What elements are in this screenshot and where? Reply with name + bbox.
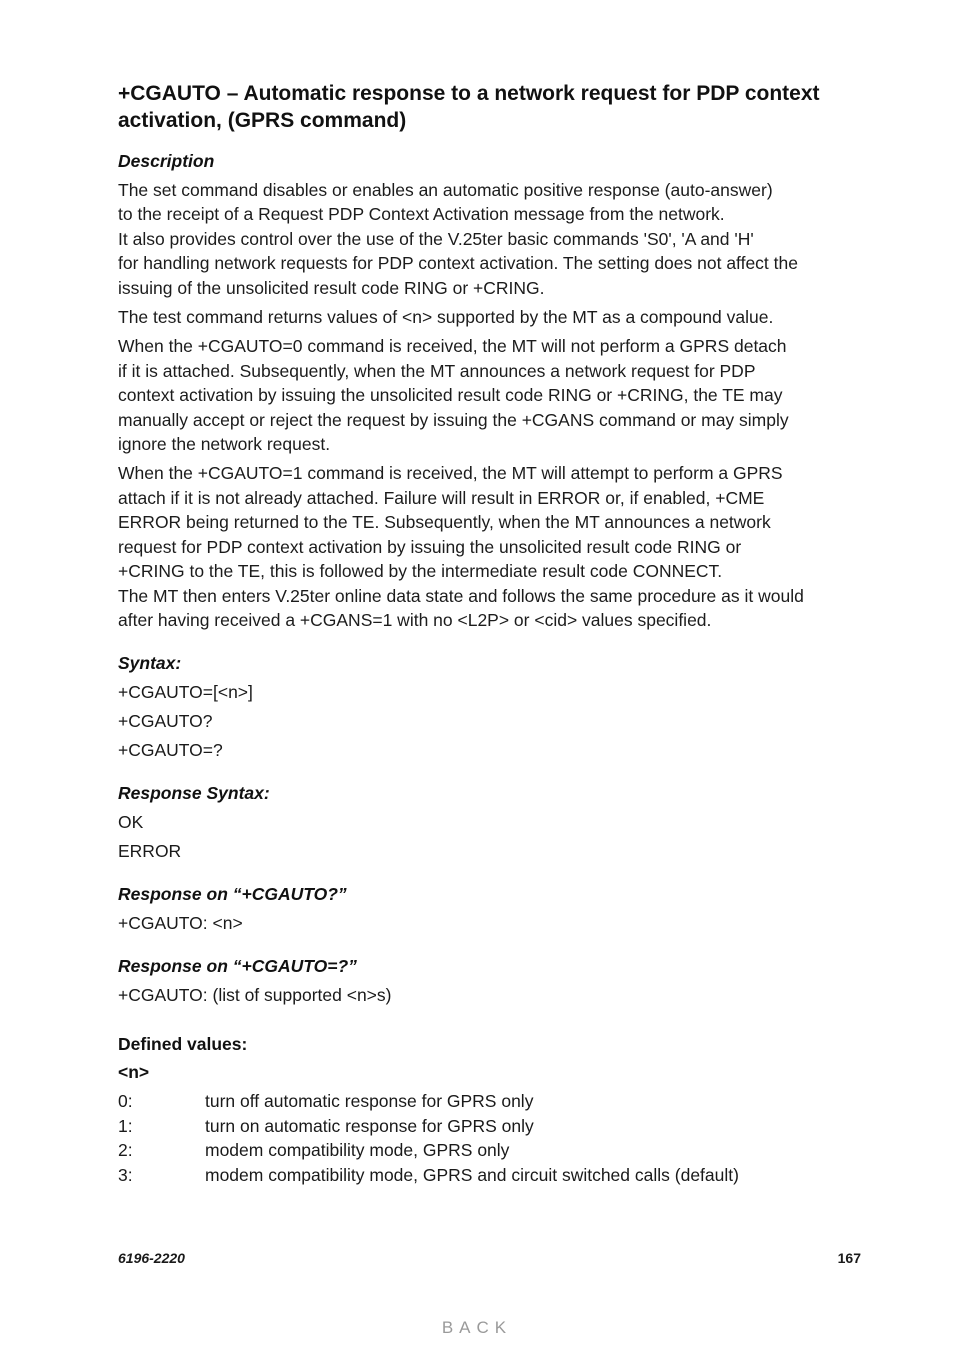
value-code: 1: <box>118 1115 133 1136</box>
value-description: turn on automatic response for GPRS only <box>205 1115 534 1136</box>
list-item <box>118 1163 868 1187</box>
syntax-read-command: +CGAUTO? <box>118 711 213 732</box>
response-error: ERROR <box>118 841 182 862</box>
response-query-value: +CGAUTO: <n> <box>118 913 243 934</box>
value-description: turn off automatic response for GPRS only <box>205 1091 534 1112</box>
document-page <box>118 80 868 1187</box>
value-description: modem compatibility mode, GPRS and circuit switched calls (default) <box>205 1164 739 1185</box>
syntax-heading: Syntax: <box>118 653 182 674</box>
response-ok: OK <box>118 812 144 833</box>
text-line: if it is attached. Subsequently, when the MT announces a network request for PDP <box>118 360 756 381</box>
list-item <box>118 1138 868 1162</box>
description-paragraph-1 <box>118 178 868 300</box>
text-line: ignore the network request. <box>118 434 331 455</box>
description-heading: Description <box>118 151 215 171</box>
response-syntax-heading: Response Syntax: <box>118 783 270 804</box>
text-line: after having received a +CGANS=1 with no <L2P> or <cid> values specified. <box>118 609 712 630</box>
text-line: The set command disables or enables an automatic positive response (auto-answer) <box>118 180 773 200</box>
text-line: context activation by issuing the unsolicited result code RING or +CRING, the TE may <box>118 385 783 406</box>
text-line: The test command returns values of <n> supported by the MT as a compound value. <box>118 307 774 328</box>
list-item <box>118 1114 868 1138</box>
page-footer <box>118 1250 861 1266</box>
page-title: +CGAUTO – Automatic response to a network request for PDP context activation, (GPRS command) <box>118 82 820 132</box>
defined-values-heading: Defined values: <box>118 1034 248 1055</box>
text-line: for handling network requests for PDP context activation. The setting does not affect the <box>118 253 798 274</box>
back-link[interactable]: BACK <box>441 1318 513 1337</box>
response-test-value: +CGAUTO: (list of supported <n>s) <box>118 985 392 1006</box>
description-paragraph-3 <box>118 334 868 456</box>
text-line: The MT then enters V.25ter online data state and follows the same procedure as it would <box>118 585 804 606</box>
text-line: to the receipt of a Request PDP Context Activation message from the network. <box>118 204 725 225</box>
text-line: When the +CGAUTO=1 command is received, the MT will attempt to perform a GPRS <box>118 463 783 484</box>
value-code: 0: <box>118 1091 133 1112</box>
text-line: ERROR being returned to the TE. Subsequently, when the MT announces a network <box>118 512 771 533</box>
description-paragraph-2 <box>118 305 868 329</box>
text-line: manually accept or reject the request by issuing the +CGANS command or may simply <box>118 409 789 430</box>
value-code: 3: <box>118 1164 133 1185</box>
description-paragraph-4 <box>118 461 868 632</box>
text-line: When the +CGAUTO=0 command is received, the MT will not perform a GPRS detach <box>118 336 787 357</box>
text-line: issuing of the unsolicited result code RING or +CRING. <box>118 277 545 298</box>
value-code: 2: <box>118 1140 133 1161</box>
document-number: 6196-2220 <box>118 1250 185 1266</box>
list-item <box>118 1089 868 1113</box>
text-line: +CRING to the TE, this is followed by the intermediate result code CONNECT. <box>118 561 723 582</box>
text-line: request for PDP context activation by issuing the unsolicited result code RING or <box>118 536 742 557</box>
param-name: <n> <box>118 1062 150 1083</box>
response-test-heading: Response on “+CGAUTO=?” <box>118 956 357 977</box>
text-line: It also provides control over the use of the V.25ter basic commands 'S0', 'A and 'H' <box>118 228 754 249</box>
response-query-heading: Response on “+CGAUTO?” <box>118 884 347 905</box>
page-number: 167 <box>837 1250 861 1266</box>
syntax-test-command: +CGAUTO=? <box>118 740 223 761</box>
value-description: modem compatibility mode, GPRS only <box>205 1140 510 1161</box>
description-body <box>118 178 868 632</box>
defined-values-list <box>118 1089 868 1187</box>
text-line: attach if it is not already attached. Failure will result in ERROR or, if enabled, +CME <box>118 487 765 508</box>
syntax-set-command: +CGAUTO=[<n>] <box>118 682 253 703</box>
